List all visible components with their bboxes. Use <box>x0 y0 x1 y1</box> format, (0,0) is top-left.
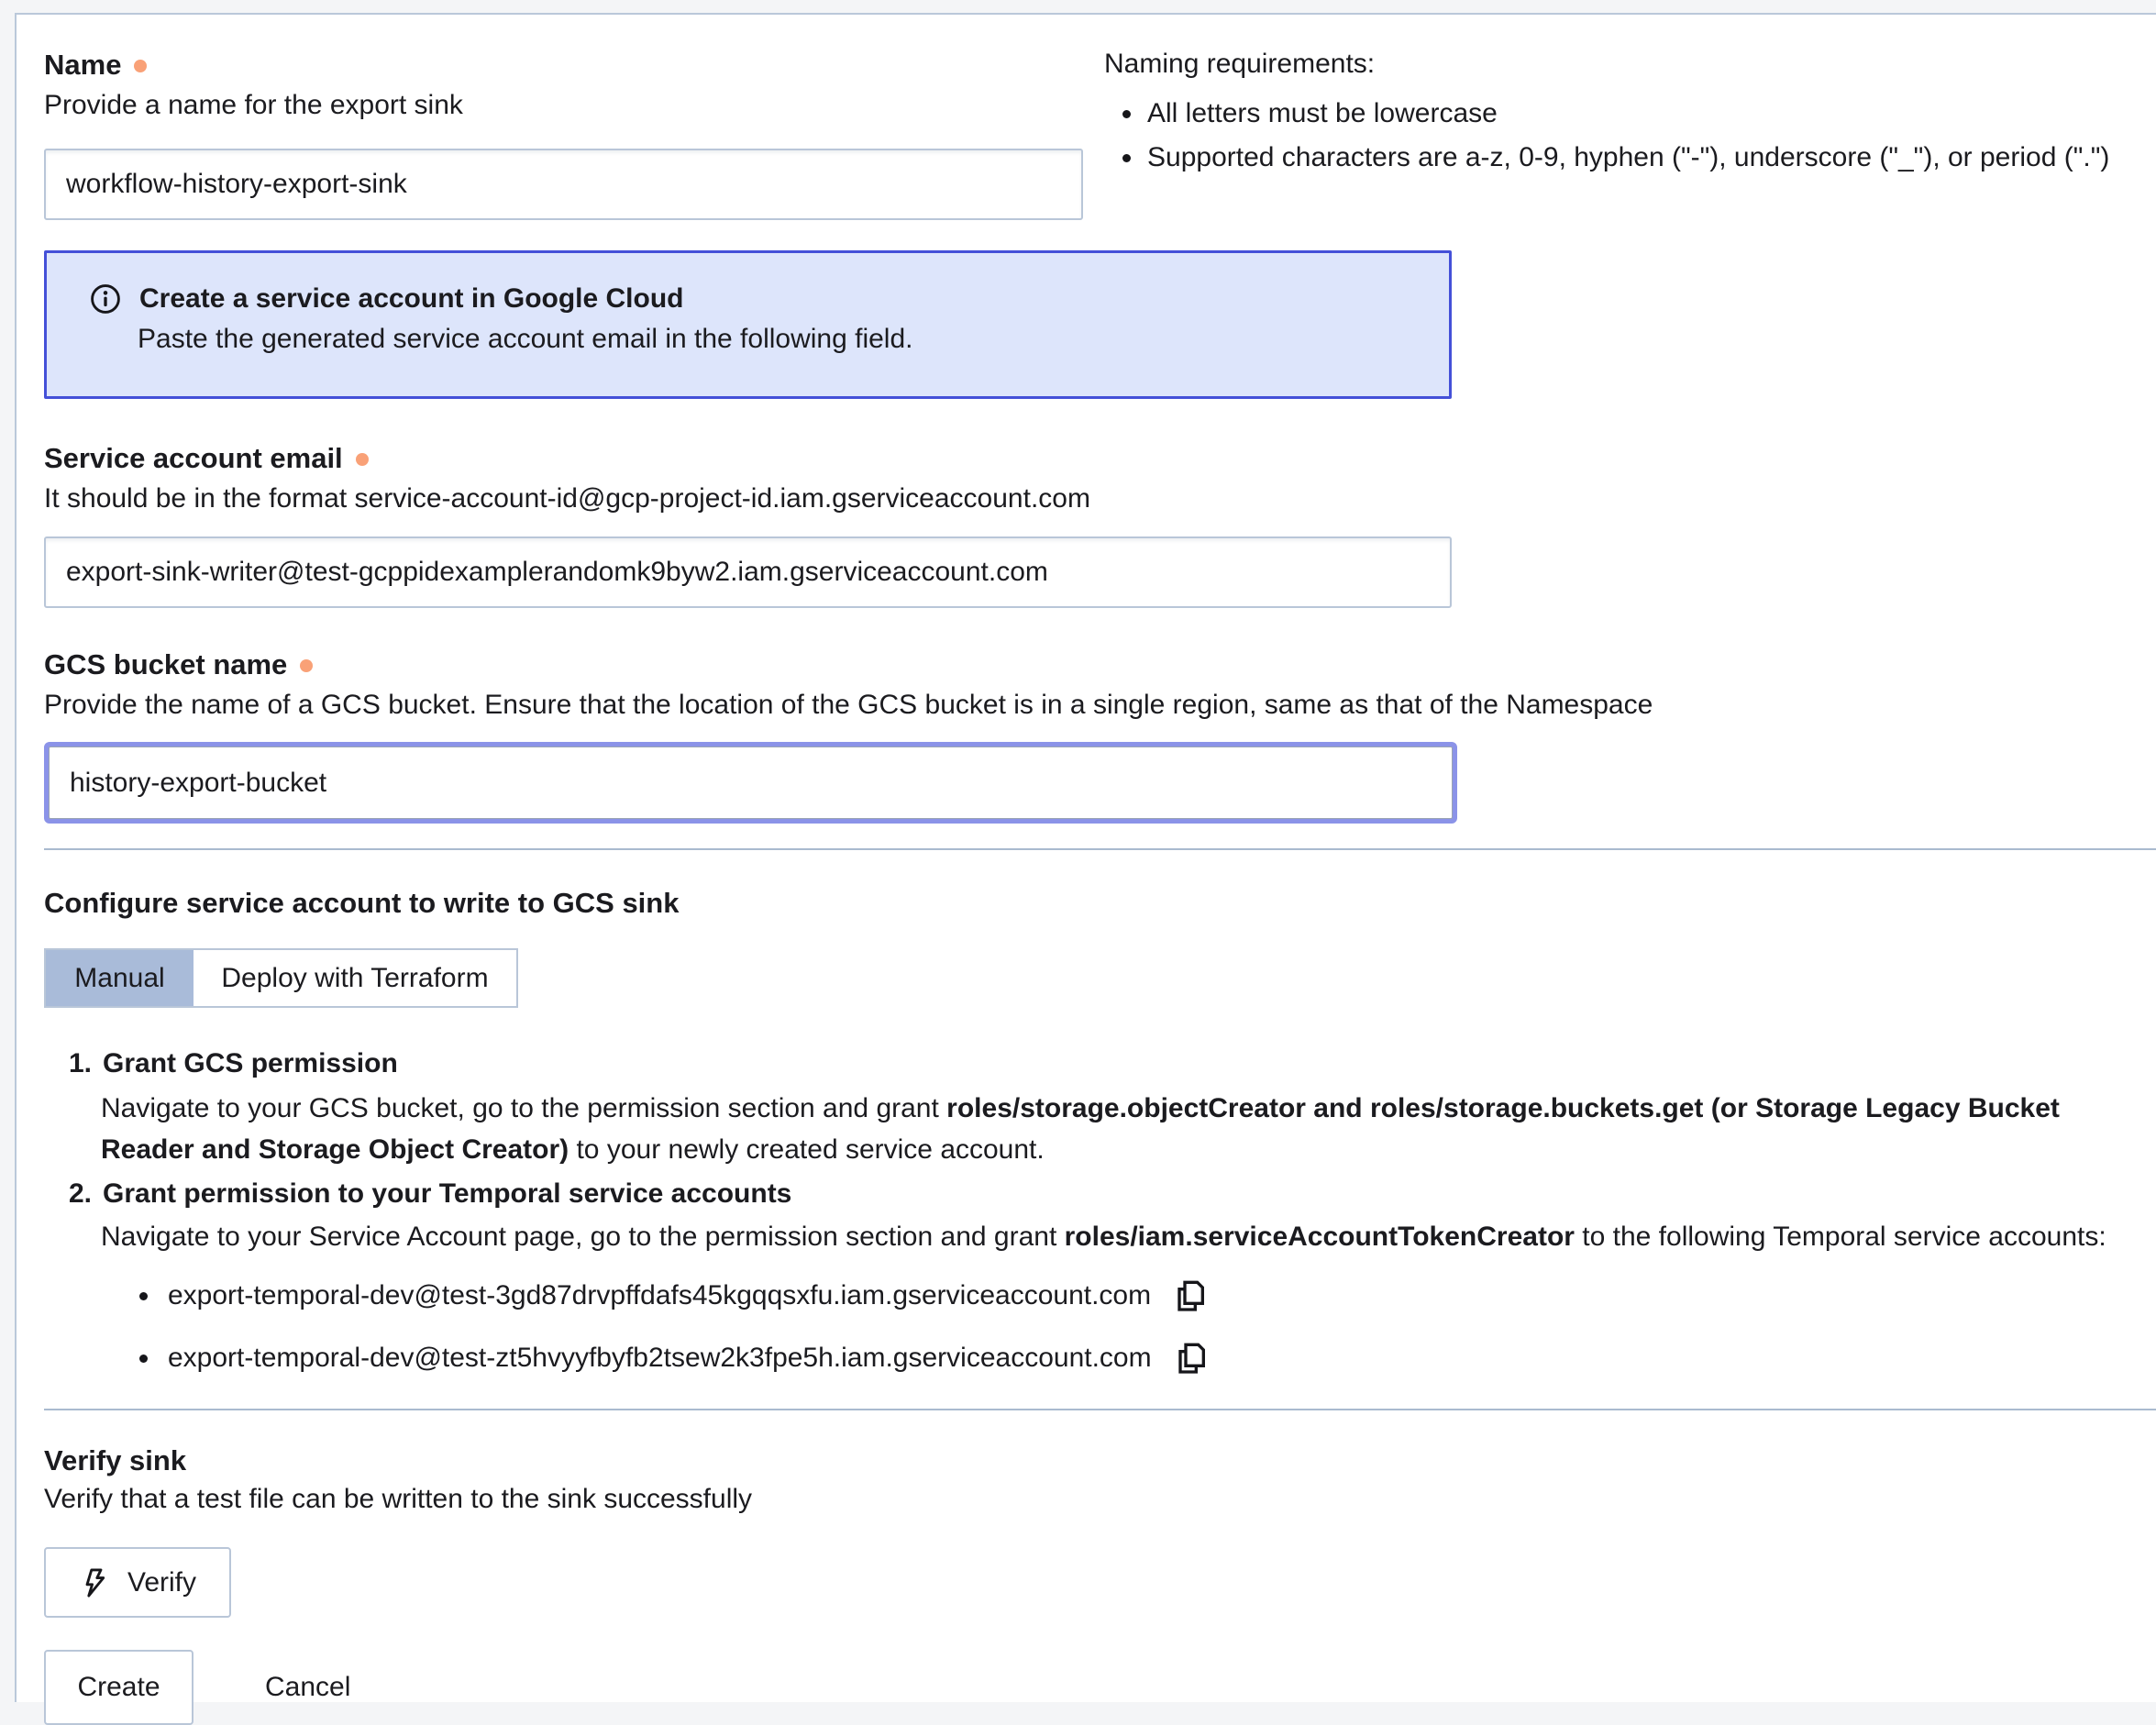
bullet-icon <box>1122 154 1131 162</box>
copy-icon <box>1172 1339 1209 1377</box>
temporal-account-email: export-temporal-dev@test-3gd87drvpffdafs45kgqqsxfu.iam.gserviceaccount.com <box>168 1280 1152 1310</box>
configure-section-title: Configure service account to write to GCS sink <box>44 887 680 919</box>
bullet-icon <box>139 1355 148 1363</box>
tab-deploy-with-terraform[interactable]: Deploy with Terraform <box>193 950 516 1006</box>
lightning-bolt-icon <box>79 1565 112 1601</box>
cancel-button[interactable]: Cancel <box>256 1650 359 1725</box>
bucket-input-focus-ring <box>44 742 1457 824</box>
bucket-label: GCS bucket name <box>44 648 288 680</box>
required-indicator-dot <box>134 60 147 72</box>
bucket-field-group <box>44 647 2156 824</box>
export-sink-form-panel <box>15 13 2156 1702</box>
temporal-account-row <box>139 1338 2156 1378</box>
service-account-label: Service account email <box>44 442 343 474</box>
naming-requirement-item: Supported characters are a-z, 0-9, hyphen ("-"), underscore ("_"), or period (".") <box>1104 136 2154 180</box>
info-banner-title: Create a service account in Google Cloud <box>139 283 684 314</box>
form-actions <box>44 1650 2156 1725</box>
tab-manual[interactable]: Manual <box>46 950 193 1006</box>
info-icon <box>89 282 122 315</box>
naming-requirement-item: All letters must be lowercase <box>1104 92 2154 136</box>
step-2-title: 2. Grant permission to your Temporal service accounts <box>69 1177 2156 1211</box>
bucket-description: Provide the name of a GCS bucket. Ensure that the location of the GCS bucket is in a single region, same as that of the Namespace <box>44 690 1653 720</box>
name-label: Name <box>44 49 122 81</box>
naming-requirements-title: Naming requirements: <box>1104 49 1376 79</box>
copy-email-button[interactable] <box>1171 1277 1208 1315</box>
verify-section-description: Verify that a test file can be written to the sink successfully <box>44 1484 753 1514</box>
configure-tab-group <box>44 948 518 1008</box>
step-2-instructions: Navigate to your Service Account page, go to the permission section and grant roles/iam.serviceAccountTokenCreator to the following Temporal service accounts: <box>101 1222 2106 1252</box>
info-banner <box>44 250 1452 399</box>
required-indicator-dot <box>356 453 369 466</box>
create-button[interactable]: Create <box>44 1650 193 1725</box>
step-number: 2. <box>69 1178 93 1209</box>
info-banner-description: Paste the generated service account email in the following field. <box>138 324 913 354</box>
step-number: 1. <box>69 1048 93 1078</box>
temporal-account-email: export-temporal-dev@test-zt5hvyyfbyfb2tsew2k3fpe5h.iam.gserviceaccount.com <box>168 1343 1152 1373</box>
naming-requirements <box>1104 46 2154 180</box>
service-account-field-group <box>44 441 2156 608</box>
bucket-name-input[interactable] <box>49 746 1453 819</box>
service-account-description: It should be in the format service-account-id@gcp-project-id.iam.gserviceaccount.com <box>44 483 1090 514</box>
name-description: Provide a name for the export sink <box>44 90 463 120</box>
name-input[interactable] <box>44 149 1083 220</box>
bullet-icon <box>1122 110 1131 118</box>
section-divider <box>44 848 2156 850</box>
verify-button[interactable]: Verify <box>44 1547 231 1618</box>
bullet-icon <box>139 1292 148 1300</box>
section-divider <box>44 1409 2156 1410</box>
copy-icon <box>1171 1277 1208 1315</box>
step-1-instructions: Navigate to your GCS bucket, go to the permission section and grant roles/storage.objectCreator and roles/storage.buckets.get (or Storage Legacy Bucket Reader and Storage Object Creator) to your newly created service account. <box>101 1093 2060 1165</box>
service-account-email-input[interactable] <box>44 536 1452 608</box>
temporal-account-row <box>139 1276 2156 1316</box>
copy-email-button[interactable] <box>1172 1339 1209 1377</box>
step-1-title: 1. Grant GCS permission <box>69 1046 2156 1081</box>
required-indicator-dot <box>300 659 313 672</box>
verify-section-title: Verify sink <box>44 1444 187 1476</box>
